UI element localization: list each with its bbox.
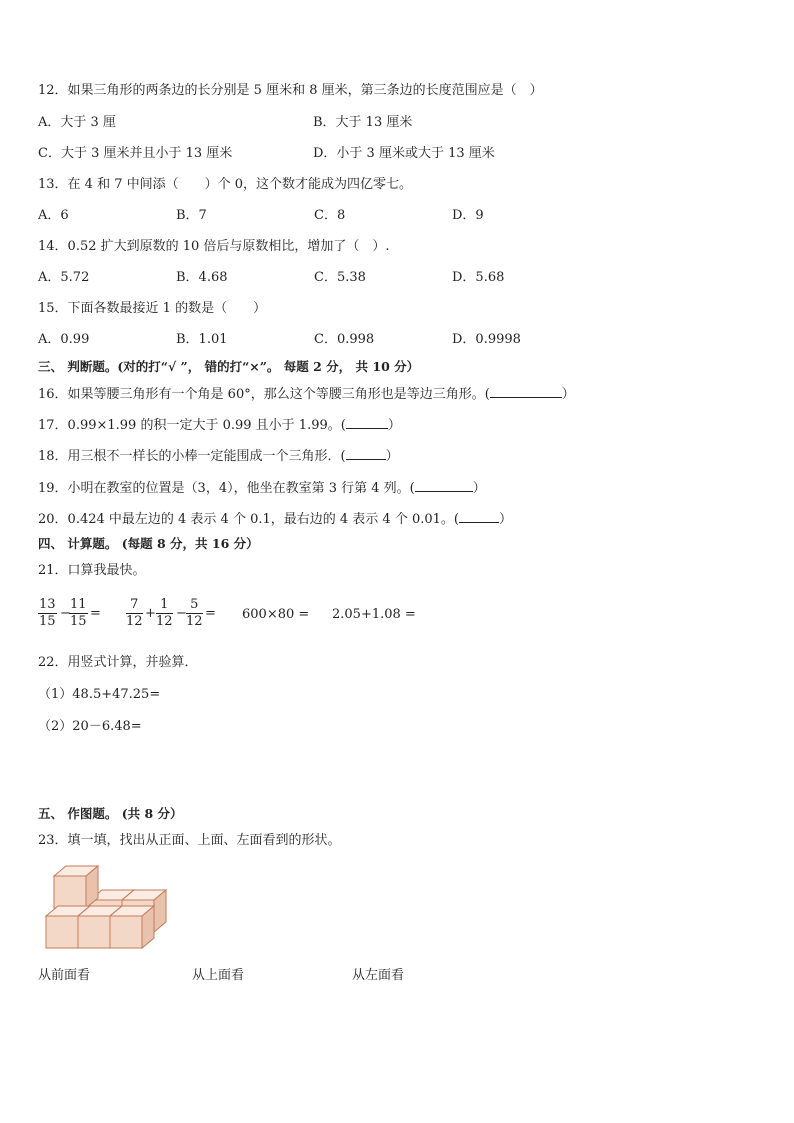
cube-front-face bbox=[78, 916, 110, 948]
q20-text: 20．0.424 中最左边的 4 表示 4 个 0.1，最右边的 4 表示 4 个 0.01。( bbox=[38, 512, 459, 527]
q16-text: 16．如果等腰三角形有一个角是 60°，那么这个等腰三角形也是等边三角形。( bbox=[38, 387, 490, 402]
q12-option-a: A．大于 3 厘 bbox=[38, 115, 116, 130]
fraction-denominator: 12 bbox=[156, 614, 173, 629]
q19-line bbox=[38, 478, 486, 498]
fraction-11-15 bbox=[69, 597, 88, 630]
q13-option-a: A．6 bbox=[38, 208, 69, 223]
q16-close: ） bbox=[561, 387, 575, 402]
q18-text: 18．用三根不一样长的小棒一定能围成一个三角形．( bbox=[38, 449, 346, 464]
q21-expression-4: 2.05+1.08 = bbox=[332, 607, 416, 622]
cube-front-face bbox=[110, 916, 142, 948]
q21-expression-3: 600×80 = bbox=[242, 607, 310, 622]
section-3-heading: 三、 判断题。(对的打“√ ”， 错的打“×”。 每题 2 分， 共 10 分） bbox=[38, 359, 420, 374]
fraction-numerator: 5 bbox=[186, 597, 203, 614]
cube-front-right bbox=[110, 906, 154, 948]
section-5-heading: 五、 作图题。 (共 8 分） bbox=[38, 806, 183, 821]
fraction-numerator: 1 bbox=[156, 597, 173, 614]
fraction-denominator: 12 bbox=[126, 614, 143, 629]
q22-part-2: （2）20－6.48= bbox=[38, 719, 142, 734]
fraction-5-12 bbox=[186, 597, 203, 630]
fraction-denominator: 15 bbox=[39, 614, 56, 629]
q19-text: 19．小明在教室的位置是（3，4），他坐在教室第 3 行第 4 列。( bbox=[38, 481, 415, 496]
q17-line bbox=[38, 415, 401, 435]
view-label-front: 从前面看 bbox=[38, 968, 91, 983]
q20-line bbox=[38, 509, 512, 529]
fraction-denominator: 12 bbox=[186, 614, 203, 629]
q18-close: ） bbox=[385, 449, 399, 464]
q17-text: 17．0.99×1.99 的积一定大于 0.99 且小于 1.99。( bbox=[38, 418, 346, 433]
q12-option-d: D．小于 3 厘米或大于 13 厘米 bbox=[313, 146, 495, 161]
fraction-1-12 bbox=[156, 597, 173, 630]
q19-close: ） bbox=[472, 481, 486, 496]
q15-option-a: A．0.99 bbox=[38, 332, 90, 347]
q17-close: ） bbox=[387, 418, 401, 433]
fraction-13-15 bbox=[38, 597, 57, 630]
q20-answer-blank[interactable] bbox=[459, 509, 499, 523]
q16-answer-blank[interactable] bbox=[490, 384, 562, 398]
q13-option-c: C．8 bbox=[314, 208, 346, 223]
q13-option-b: B．7 bbox=[176, 208, 207, 223]
fraction-denominator: 15 bbox=[70, 614, 87, 629]
q15-option-b: B．1.01 bbox=[176, 332, 228, 347]
q15-option-d: D．0.9998 bbox=[452, 332, 521, 347]
minus-sign: − bbox=[176, 606, 187, 621]
view-label-left: 从左面看 bbox=[352, 968, 405, 983]
plus-sign: + bbox=[145, 606, 156, 621]
q12-option-c: C．大于 3 厘米并且小于 13 厘米 bbox=[38, 146, 233, 161]
cube-stack-figure bbox=[40, 860, 175, 955]
q22-stem: 22．用竖式计算，并验算． bbox=[38, 655, 198, 670]
q18-line bbox=[38, 446, 399, 466]
q19-answer-blank[interactable] bbox=[415, 478, 473, 492]
section-4-heading: 四、 计算题。 (每题 8 分，共 16 分） bbox=[38, 536, 259, 551]
equals-sign: = bbox=[90, 606, 101, 621]
q14-option-a: A．5.72 bbox=[38, 270, 90, 285]
q18-answer-blank[interactable] bbox=[346, 446, 386, 460]
cube-top-left bbox=[54, 866, 98, 908]
fraction-numerator: 13 bbox=[39, 597, 56, 612]
equals-sign: = bbox=[205, 606, 216, 621]
cube-front-face bbox=[46, 916, 78, 948]
q20-close: ） bbox=[499, 512, 513, 527]
q13-stem: 13．在 4 和 7 中间添（ ）个 0，这个数才能成为四亿零七。 bbox=[38, 177, 413, 192]
q15-option-c: C．0.998 bbox=[314, 332, 375, 347]
q12-option-b: B．大于 13 厘米 bbox=[313, 115, 413, 130]
q17-answer-blank[interactable] bbox=[346, 415, 388, 429]
q16-line bbox=[38, 384, 575, 404]
cubes-group bbox=[46, 866, 166, 948]
q13-option-d: D．9 bbox=[452, 208, 484, 223]
view-label-top: 从上面看 bbox=[192, 968, 245, 983]
q22-part-1: （1）48.5+47.25= bbox=[38, 687, 161, 702]
q14-option-c: C．5.38 bbox=[314, 270, 366, 285]
q14-option-b: B．4.68 bbox=[176, 270, 228, 285]
fraction-numerator: 11 bbox=[70, 597, 87, 612]
q14-option-d: D．5.68 bbox=[452, 270, 505, 285]
q21-stem: 21．口算我最快。 bbox=[38, 563, 146, 578]
fraction-7-12 bbox=[126, 597, 143, 630]
minus-sign: − bbox=[60, 606, 71, 621]
cube-front-face bbox=[54, 876, 86, 908]
q15-stem: 15．下面各数最接近 1 的数是（ ） bbox=[38, 301, 267, 316]
q12-stem: 12．如果三角形的两条边的长分别是 5 厘米和 8 厘米，第三条边的长度范围应是（ ） bbox=[38, 83, 543, 98]
fraction-numerator: 7 bbox=[126, 597, 143, 614]
q14-stem: 14．0.52 扩大到原数的 10 倍后与原数相比，增加了（ ）. bbox=[38, 239, 390, 254]
q23-stem: 23．填一填，找出从正面、上面、左面看到的形状。 bbox=[38, 833, 341, 848]
